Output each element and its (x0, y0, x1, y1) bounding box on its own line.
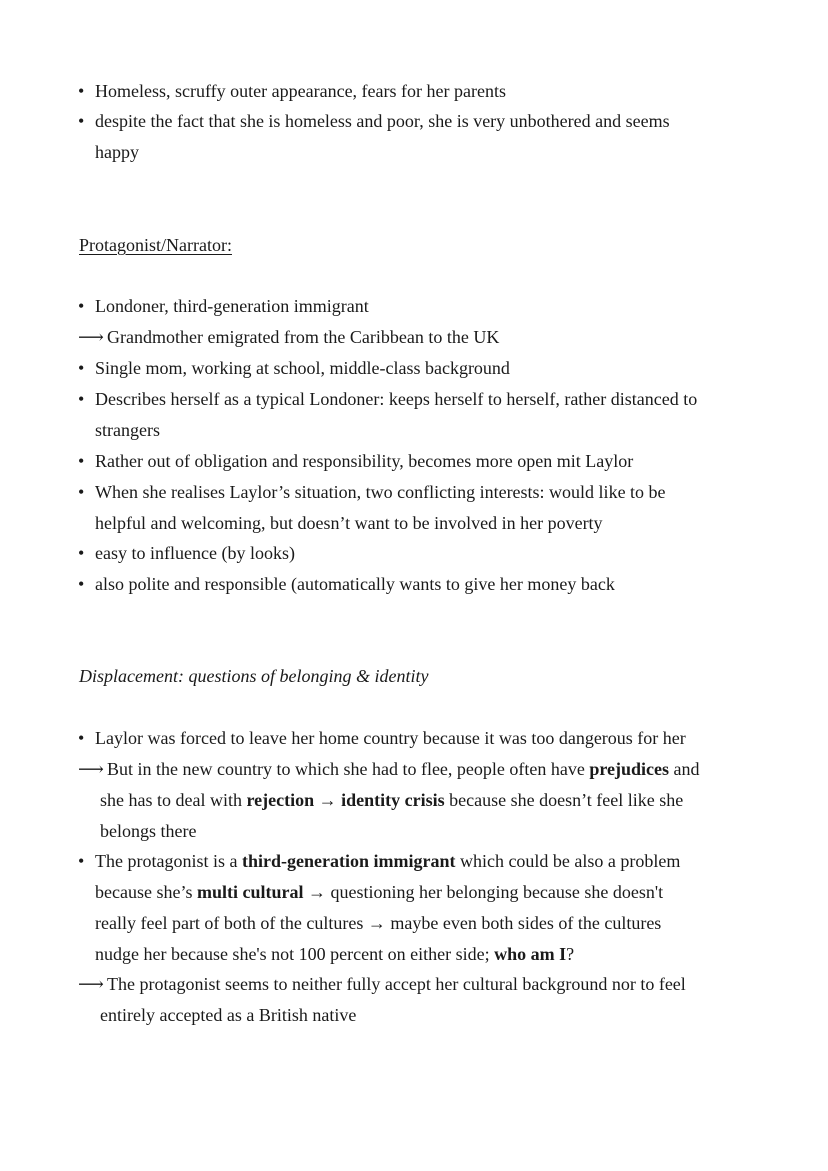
list-item-text: strangers (95, 420, 160, 440)
text-run: because she’s (95, 882, 197, 902)
list-item-text (95, 881, 663, 903)
list-item-text: The protagonist seems to neither fully accept her cultural background nor to feel (107, 974, 686, 994)
bullet-glyph: • (78, 111, 85, 131)
bullet-glyph: • (78, 296, 85, 316)
section-heading-text: Protagonist/Narrator: (79, 235, 232, 255)
list-item-text (107, 758, 700, 780)
text-run: ? (566, 944, 575, 964)
text-run: → (314, 790, 342, 810)
list-item-text: really feel part of both of the cultures → maybe even both sides of the cultures (95, 913, 662, 933)
text-run: But in the new country to which she had to flee, people often have (107, 759, 590, 779)
bullet-glyph: • (78, 482, 85, 502)
list-item-text: entirely accepted as a British native (100, 1005, 357, 1025)
list-item-text: Describes herself as a typical Londoner: keeps herself to herself, rather distanced to (95, 389, 698, 409)
text-run: The protagonist is a (95, 851, 242, 871)
bullet-glyph: • (78, 358, 85, 378)
bullet-glyph: • (78, 851, 85, 871)
list-item-text: helpful and welcoming, but doesn’t want to be involved in her poverty (95, 513, 603, 533)
list-item-text: despite the fact that she is homeless and poor, she is very unbothered and seems (95, 111, 670, 131)
list-item-text (95, 943, 574, 965)
emphasis: third-generation immigrant (241, 851, 456, 871)
bullet-glyph: • (78, 543, 85, 563)
bullet-glyph: • (78, 451, 85, 471)
list-item-text: easy to influence (by looks) (95, 543, 295, 563)
list-item-text (95, 850, 680, 872)
text-run: because she doesn’t feel like she (444, 790, 684, 810)
bullet-glyph: • (78, 389, 85, 409)
emphasis: prejudices (589, 759, 670, 779)
list-item-text: Single mom, working at school, middle-class background (95, 358, 510, 378)
emphasis: multi cultural (196, 882, 304, 902)
arrow-glyph: ⟶ (78, 759, 104, 779)
emphasis: identity crisis (341, 790, 445, 810)
text-run: nudge her because she's not 100 percent on either side; (95, 944, 495, 964)
bullet-glyph: • (78, 81, 85, 101)
bullet-glyph: • (78, 728, 85, 748)
arrow-glyph: ⟶ (78, 327, 104, 347)
list-item-text: Rather out of obligation and responsibility, becomes more open mit Laylor (95, 451, 634, 471)
list-item-text: happy (95, 142, 139, 162)
list-item-text: Homeless, scruffy outer appearance, fears for her parents (95, 81, 506, 101)
list-item-text: Londoner, third-generation immigrant (95, 296, 369, 316)
section-heading-text: Displacement: questions of belonging & identity (79, 666, 429, 686)
list-item-text: Laylor was forced to leave her home country because it was too dangerous for her (95, 728, 686, 748)
list-item-text: belongs there (100, 821, 197, 841)
list-item-text: also polite and responsible (automatically wants to give her money back (95, 574, 615, 594)
list-item-text (100, 789, 683, 811)
text-run: → questioning her belonging because she doesn't (303, 882, 664, 902)
text-run: and (669, 759, 700, 779)
list-item-text: Grandmother emigrated from the Caribbean to the UK (107, 327, 500, 347)
emphasis: who am I (494, 944, 567, 964)
text-run: she has to deal with (100, 790, 247, 810)
bullet-glyph: • (78, 574, 85, 594)
arrow-glyph: ⟶ (78, 974, 104, 994)
emphasis: rejection (246, 790, 315, 810)
list-item-text: When she realises Laylor’s situation, two conflicting interests: would like to be (95, 482, 666, 502)
text-run: which could be also a problem (455, 851, 681, 871)
